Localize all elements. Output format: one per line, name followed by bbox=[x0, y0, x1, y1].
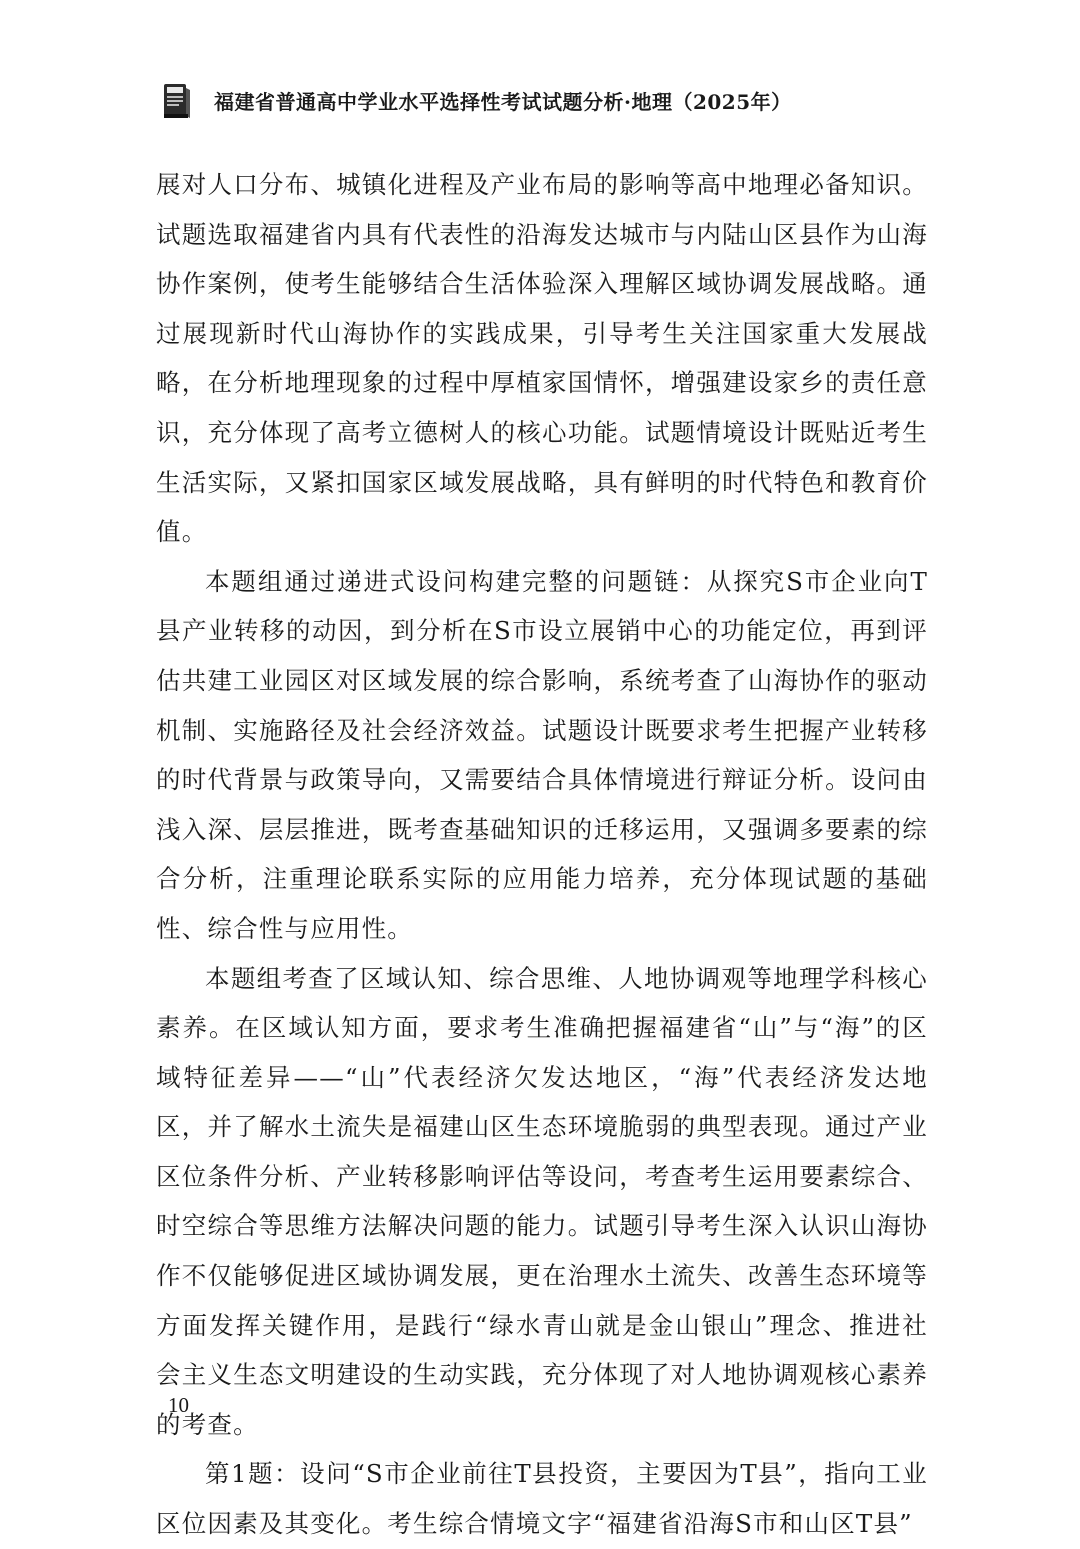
body-text bbox=[156, 160, 928, 1549]
question-1-lead: 第1题： bbox=[205, 1459, 301, 1489]
page-number: 10 bbox=[168, 1393, 189, 1417]
running-header bbox=[162, 78, 962, 122]
question-1-text: 设问“S市企业前往T县投资，主要因为T县”，指向工业区位因素及其变化。考生综合情境文字“福建省沿海S市和山区T县” bbox=[156, 1459, 929, 1539]
paragraph-question-1 bbox=[156, 1449, 928, 1548]
paragraph-continued: 展对人口分布、城镇化进程及产业布局的影响等高中地理必备知识。试题选取福建省内具有代表性的沿海发达城市与内陆山区县作为山海协作案例，使考生能够结合生活体验深入理解区域协调发展战略。通过展现新时代山海协作的实践成果，引导考生关注国家重大发展战略，在分析地理现象的过程中厚植家国情怀，增强建设家乡的责任意识，充分体现了高考立德树人的核心功能。试题情境设计既贴近考生生活实际，又紧扣国家区域发展战略，具有鲜明的时代特色和教育价值。 bbox=[156, 170, 928, 547]
paragraph-question-chain: 本题组通过递进式设问构建完整的问题链：从探究S市企业向T县产业转移的动因，到分析在S市设立展销中心的功能定位，再到评估共建工业园区对区域发展的综合影响，系统考查了山海协作的驱动机制、实施路径及社会经济效益。试题设计既要求考生把握产业转移的时代背景与政策导向，又需要结合具体情境进行辩证分析。设问由浅入深、层层推进，既考查基础知识的迁移运用，又强调多要素的综合分析，注重理论联系实际的应用能力培养，充分体现试题的基础性、综合性与应用性。 bbox=[156, 566, 928, 943]
header-title: 福建省普通高中学业水平选择性考试试题分析·地理（2025年） bbox=[214, 89, 792, 114]
paragraph-core-literacy: 本题组考查了区域认知、综合思维、人地协调观等地理学科核心素养。在区域认知方面，要求考生准确把握福建省“山”与“海”的区域特征差异——“山”代表经济欠发达地区，“海”代表经济发达地区，并了解水土流失是福建山区生态环境脆弱的典型表现。通过产业区位条件分析、产业转移影响评估等设问，考查考生运用要素综合、时空综合等思维方法解决问题的能力。试题引导考生深入认识山海协作不仅能够促进区域协调发展，更在治理水土流失、改善生态环境等方面发挥关键作用，是践行“绿水青山就是金山银山”理念、推进社会主义生态文明建设的生动实践，充分体现了对人地协调观核心素养的考查。 bbox=[156, 963, 928, 1439]
book-icon bbox=[162, 80, 192, 120]
